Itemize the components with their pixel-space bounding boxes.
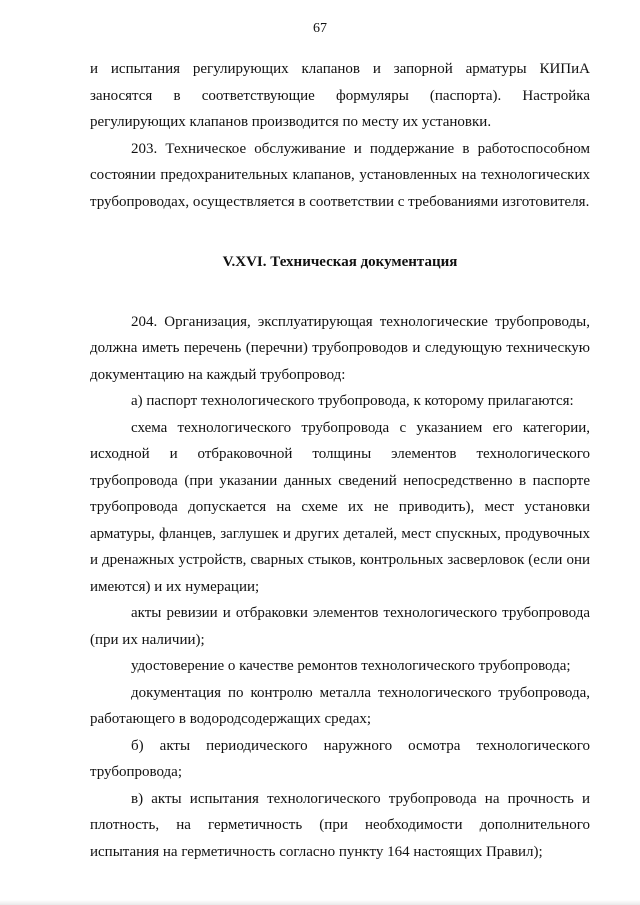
list-item-a: а) паспорт технологического трубопровода, к которому прилагаются: [131, 393, 574, 409]
sub-item-revision-acts: акты ревизии и отбраковки элементов технологического трубопровода (при их наличии); [90, 605, 590, 648]
sub-item-metal-control: документация по контролю металла технологического трубопровода, работающего в водородсодержащих средах; [90, 684, 590, 727]
paragraph-continuation: и испытания регулирующих клапанов и запорной арматуры КИПиА заносятся в соответствующие формуляры (паспорта). Настройка регулирующих клапанов производится по месту их установки. [90, 61, 590, 130]
scan-edge [0, 900, 640, 905]
page-number: 67 [313, 21, 327, 36]
section-heading: V.XVI. Техническая документация [222, 254, 458, 270]
paragraph-204: 204. Организация, эксплуатирующая технологические трубопроводы, должна иметь перечень (перечни) трубопроводов и следующую техническую документацию на каждый трубопровод: [90, 313, 590, 383]
sub-item-scheme: схема технологического трубопровода с указанием его категории, исходной и отбраковочной толщины элементов технологического трубопровода (при указании данных сведений непосредственно в паспорте трубопровода допускается на схеме их не приводить), мест установки арматуры, фланцев, заглушек и других деталей, мест спускных, продувочных и дренажных устройств, сварных стыков, контрольных засверловок (если они имеются) и их нумерации; [90, 419, 590, 595]
list-item-v: в) акты испытания технологического трубопровода на прочность и плотность, на герметичность (при необходимости дополнительного испытания на герметичность согласно пункту 164 настоящих Правил); [90, 790, 590, 860]
document-body [90, 56, 590, 865]
list-item-b: б) акты периодического наружного осмотра технологического трубопровода; [90, 737, 590, 780]
spacer [90, 276, 590, 309]
sub-item-repair-certificate: удостоверение о качестве ремонтов технологического трубопровода; [131, 658, 571, 674]
paragraph-203: 203. Техническое обслуживание и поддержание в работоспособном состоянии предохранительных клапанов, установленных на технологических трубопроводах, осуществляется в соответствии с требованиями изготовителя. [90, 140, 590, 210]
spacer [90, 215, 590, 249]
